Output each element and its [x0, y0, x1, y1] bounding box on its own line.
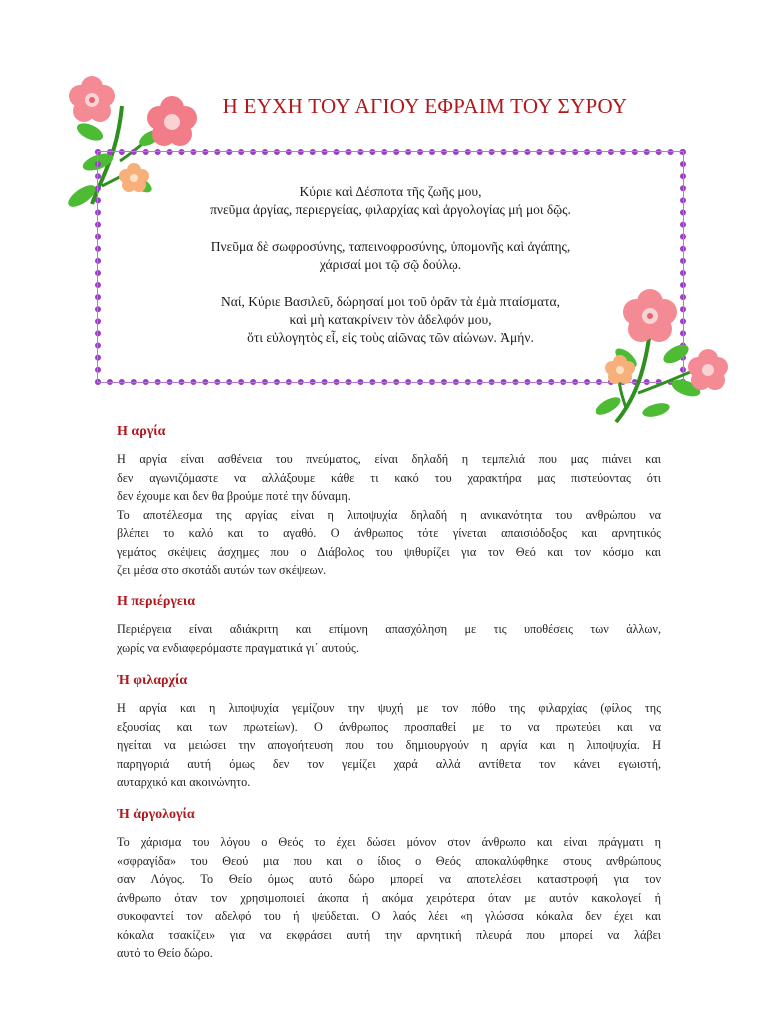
section-periergeia: [117, 594, 661, 657]
section-filarxia: [117, 673, 661, 792]
prayer-line: πνεῦμα ἀργίας, περιεργείας, φιλαρχίας καὶ ἀργολογίας μή μοι δῷς.: [210, 202, 571, 217]
body-line: δεν έχουμε και δεν θα βρούμε ποτέ την δύναμη.: [117, 489, 351, 503]
body-line: Η αργία και η λιποψυχία γεμίζουν την ψυχή με τον πόθο της φιλαρχίας (φίλος της: [117, 701, 661, 715]
body-line: αυταρχικό και ακοινώνητο.: [117, 775, 251, 789]
body-line: ζει μέσα στο σκοτάδι αυτών των σκέψεων.: [117, 563, 327, 577]
prayer-line: ὅτι εὐλογητὸς εἶ, εἰς τοὺς αἰῶνας τῶν αἰώνων. Ἀμήν.: [247, 330, 534, 345]
prayer-line: χάρισαί μοι τῷ σῷ δούλῳ.: [319, 257, 462, 272]
body-line: άνθρωπο όταν τον χρησιμοποιεί άκοπα ή ακόμα χειρότερα όταν με αυτόν κακολογεί ή: [117, 890, 661, 905]
body-line: γεμάτος σκέψεις άσχημες που ο Διάβολος του ψιθυρίζει για τον Θεό και τον κόσμο και: [117, 544, 661, 559]
prayer-line: Ναί, Κύριε Βασιλεῦ, δώρησαί μοι τοῦ ὁρᾶν τὰ ἐμὰ πταίσματα,: [221, 294, 560, 309]
prayer-stanza: [101, 183, 680, 219]
section-heading: Η περιέργεια: [117, 594, 196, 609]
body-line: δεν αγωνιζόμαστε να αλλάξουμε κάθε τι κακό του χαρακτήρα μας πιστεύοντας ότι: [117, 470, 661, 485]
section-heading: Ἡ φιλαρχία: [117, 673, 188, 688]
body-line: Περιέργεια είναι αδιάκριτη και επίμονη απασχόληση με τις υποθέσεις των άλλων,: [117, 622, 661, 636]
section-heading: Ἡ ἀργολογία: [117, 807, 195, 822]
body-line: ηγείται να μειώσει την απογοήτευση που του δημιουργούν η αργία και η λιποψυχία. Η: [117, 738, 661, 752]
flower-decoration-right-icon: [596, 288, 736, 428]
prayer-line: καὶ μὴ κατακρίνειν τὸν ἀδελφόν μου,: [289, 312, 492, 327]
body-line: κόκαλα τσακίζει» για να εκφράσει αυτή την αρνητική πλευρά που μπορεί να λάβει: [117, 927, 661, 942]
body-line: Το χάρισμα του λόγου ο Θεός το έχει δώσει μόνον στον άνθρωπο και είναι πράγματι η: [117, 835, 661, 849]
section-argologia: [117, 807, 661, 963]
section-body: [117, 450, 661, 580]
body-line: αυτό το Θείο δώρο.: [117, 946, 213, 960]
body-line: εξουσίας και των πρωτείων). Ο άνθρωπος προσπαθεί με το να πρωτεύει και να: [117, 719, 661, 734]
body-line: σαν Λόγος. Το Θείο όμως αυτό δώρο μπορεί να αποτελέσει καταστροφή για τον: [117, 872, 661, 886]
prayer-stanza: [101, 293, 680, 347]
body-line: χωρίς να ενδιαφερόμαστε πραγματικά γι΄ αυτούς.: [117, 640, 359, 655]
body-line: παρηγοριά αυτή όμως δεν τον γεμίζει χαρά αλλά αντίθετα τον κάνει εγωιστή,: [117, 756, 661, 771]
prayer-stanza: [101, 238, 680, 274]
prayer-text: [101, 183, 680, 347]
section-body: [117, 620, 661, 657]
page-title: Η ΕΥΧΗ ΤΟΥ ΑΓΙΟΥ ΕΦΡΑΙΜ ΤΟΥ ΣΥΡΟΥ: [222, 94, 628, 118]
body-line: «σφραγίδα» του Θεού μια που και ο ίδιος ο Θεός αποκαλύφθηκε στους ανθρώπους: [117, 853, 661, 868]
section-argia: [117, 424, 661, 580]
body-line: βλέπει το καλό και το αγαθό. Ο άνθρωπος τότε γίνεται απαισιόδοξος και αρνητικός: [117, 526, 661, 540]
section-body: [117, 833, 661, 963]
body-line: Το αποτέλεσμα της αργίας είναι η λιποψυχία δηλαδή η ανικανότητα του ανθρώπου να: [117, 507, 661, 522]
section-heading: Η αργία: [117, 424, 166, 439]
body-line: Η αργία είναι ασθένεια του πνεύματος, είναι δηλαδή η τεμπελιά που μας πιάνει και: [117, 452, 661, 466]
prayer-line: Πνεῦμα δὲ σωφροσύνης, ταπεινοφροσύνης, ὑπομονῆς καὶ ἀγάπης,: [210, 239, 571, 254]
section-body: [117, 699, 661, 792]
prayer-line: Κύριε καὶ Δέσποτα τῆς ζωῆς μου,: [299, 184, 482, 199]
body-line: συκοφαντεί τον αδελφό του ή ψεύδεται. Ο λαός λέει «η γλώσσα κόκαλα δεν έχει και: [117, 909, 661, 923]
